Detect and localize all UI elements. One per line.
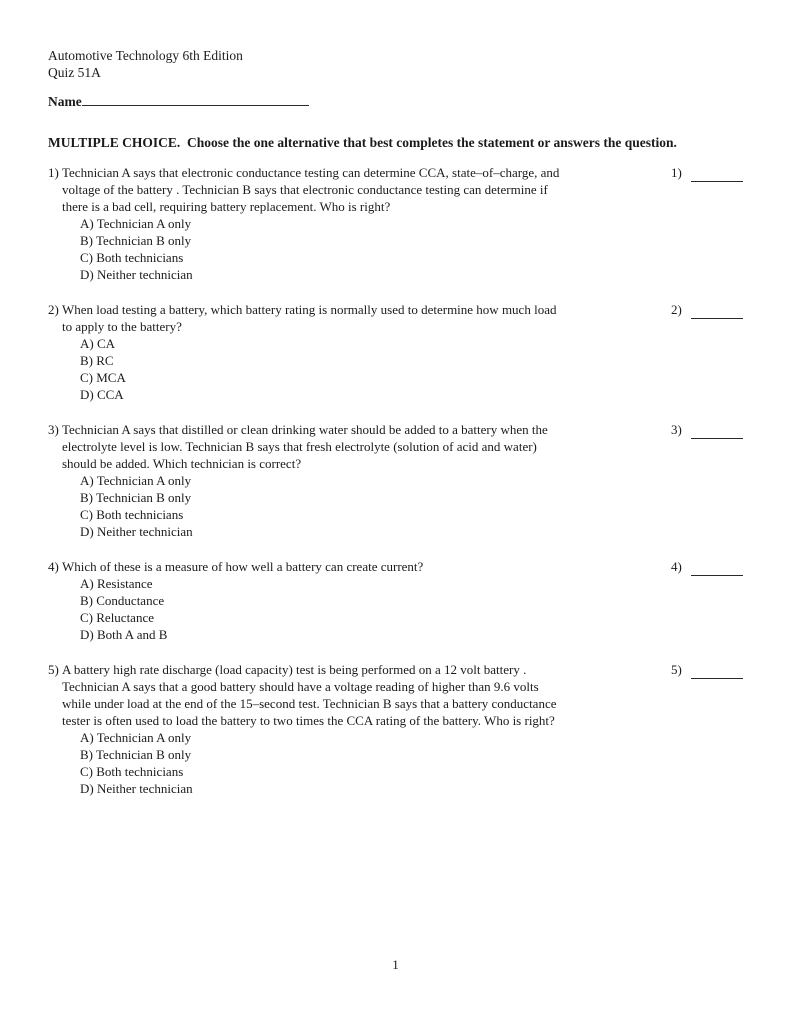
- option-c: C) Both technicians: [80, 507, 184, 522]
- option-c: C) MCA: [80, 370, 126, 385]
- answer-blank-line[interactable]: [691, 560, 743, 576]
- question-text: Technician A says that distilled or clean drinking water should be added to a battery when the electrolyte level is low. Technician B says that fresh electrolyte (solution of acid and water) should be added. Which technician is correct?: [62, 422, 548, 471]
- answer-blank-line[interactable]: [691, 423, 743, 439]
- answer-number: 5): [671, 662, 682, 677]
- question-body: [48, 164, 620, 283]
- question-number: 1): [48, 165, 59, 180]
- document-header: [48, 47, 745, 81]
- question-body: [48, 301, 620, 403]
- option-d: D) Both A and B: [80, 627, 168, 642]
- option-c: C) Reluctance: [80, 610, 154, 625]
- question-number: 5): [48, 662, 59, 677]
- option-list: [80, 729, 620, 797]
- option-b: B) Technician B only: [80, 747, 192, 762]
- page-number: 1: [392, 957, 399, 972]
- option-c: C) Both technicians: [80, 764, 184, 779]
- option-a: A) Technician A only: [80, 473, 192, 488]
- question-number: 4): [48, 559, 59, 574]
- answer-number: 1): [671, 165, 682, 180]
- question-text: A battery high rate discharge (load capacity) test is being performed on a 12 volt battery . Technician A says that a good battery should have a voltage reading of higher than 9.6 volts while under load at the end of the 15–second test. Technician B says that a battery conductance tester is often used to load the battery to two times the CCA rating of the battery. Who is right?: [62, 662, 557, 728]
- question-text: When load testing a battery, which battery rating is normally used to determine how much load to apply to the battery?: [62, 302, 557, 334]
- question-number: 2): [48, 302, 59, 317]
- question-4: [48, 558, 745, 643]
- option-d: D) CCA: [80, 387, 124, 402]
- name-row: [48, 93, 745, 110]
- answer-number: 4): [671, 559, 682, 574]
- option-list: [80, 472, 620, 540]
- answer-field: [671, 301, 745, 319]
- question-5: [48, 661, 745, 797]
- option-b: B) Technician B only: [80, 490, 192, 505]
- option-d: D) Neither technician: [80, 781, 193, 796]
- option-b: B) Conductance: [80, 593, 165, 608]
- question-text: Which of these is a measure of how well a battery can create current?: [62, 559, 424, 574]
- answer-field: [671, 421, 745, 439]
- answer-field: [671, 164, 745, 182]
- option-c: C) Both technicians: [80, 250, 184, 265]
- option-d: D) Neither technician: [80, 267, 193, 282]
- option-a: A) Technician A only: [80, 216, 192, 231]
- option-d: D) Neither technician: [80, 524, 193, 539]
- answer-blank-line[interactable]: [691, 303, 743, 319]
- answer-blank-line[interactable]: [691, 663, 743, 679]
- option-list: [80, 575, 620, 643]
- question-body: [48, 421, 620, 540]
- option-b: B) RC: [80, 353, 114, 368]
- option-a: A) CA: [80, 336, 116, 351]
- question-body: [48, 558, 620, 643]
- option-list: [80, 215, 620, 283]
- doc-title: Automotive Technology 6th Edition: [48, 48, 243, 63]
- question-3: [48, 421, 745, 540]
- answer-blank-line[interactable]: [691, 166, 743, 182]
- option-a: A) Technician A only: [80, 730, 192, 745]
- question-1: [48, 164, 745, 283]
- option-b: B) Technician B only: [80, 233, 192, 248]
- answer-field: [671, 558, 745, 576]
- option-a: A) Resistance: [80, 576, 153, 591]
- quiz-number: Quiz 51A: [48, 65, 101, 80]
- question-list: [48, 164, 745, 797]
- question-text: Technician A says that electronic conductance testing can determine CCA, state–of–charge, and voltage of the battery . Technician B says that electronic conductance testing can determine if there is a bad cell, requiring battery replacement. Who is right?: [62, 165, 560, 214]
- question-number: 3): [48, 422, 59, 437]
- option-list: [80, 335, 620, 403]
- name-input-line[interactable]: [82, 93, 309, 106]
- question-2: [48, 301, 745, 403]
- section-instructions: MULTIPLE CHOICE. Choose the one alternative that best completes the statement or answers the question.: [48, 135, 677, 150]
- question-body: [48, 661, 620, 797]
- page-footer: [0, 957, 791, 972]
- name-label: Name: [48, 94, 82, 109]
- answer-field: [671, 661, 745, 679]
- answer-number: 2): [671, 302, 682, 317]
- answer-number: 3): [671, 422, 682, 437]
